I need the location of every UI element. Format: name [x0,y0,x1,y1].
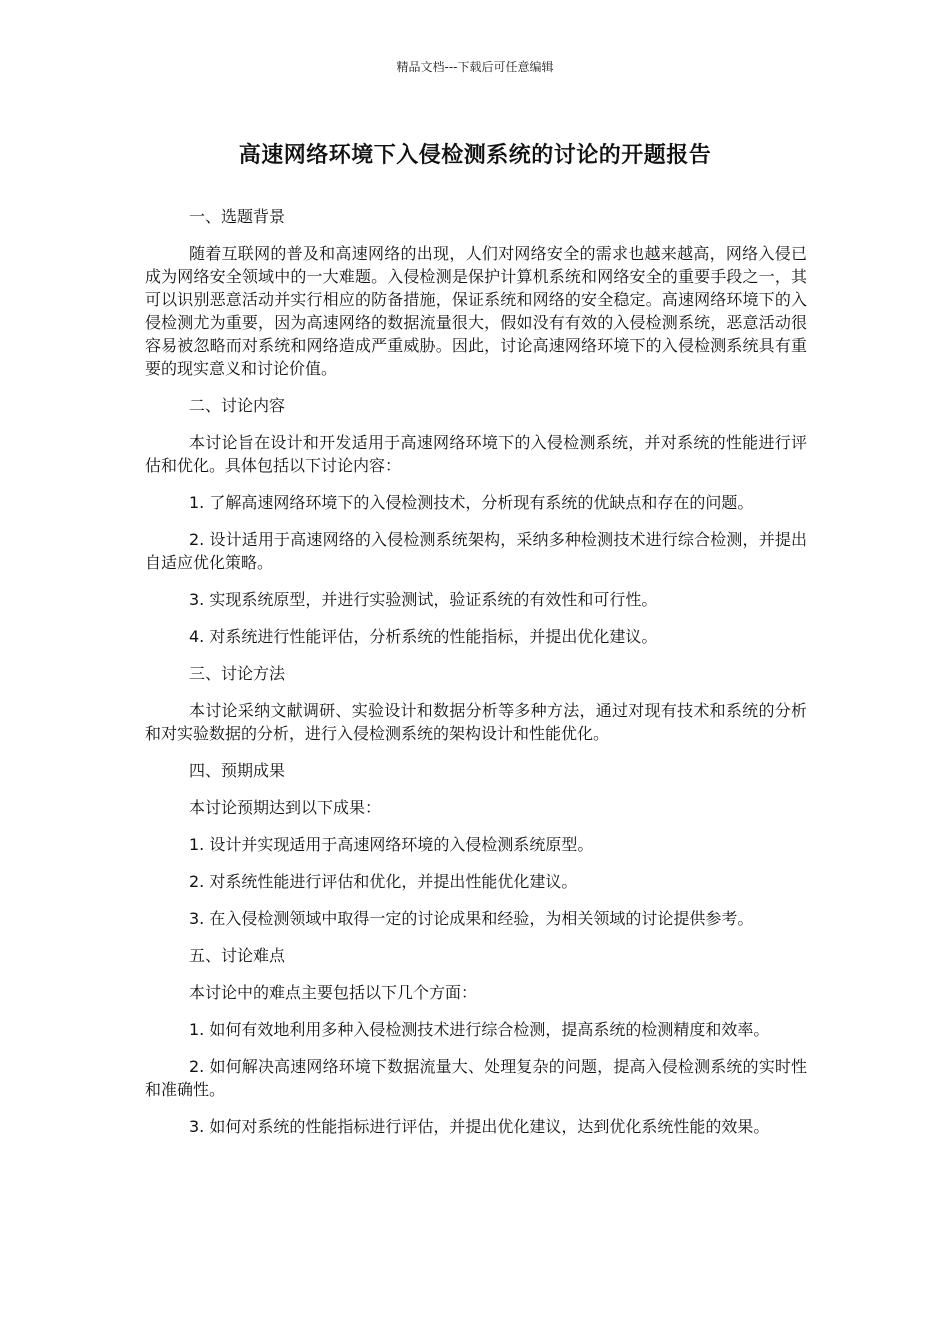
page-header: 精品文档---下载后可任意编辑 [396,60,554,74]
section-heading-content: 二、讨论内容 [189,396,286,415]
list-item: 3. 如何对系统的性能指标进行评估，并提出优化建议，达到优化系统性能的效果。 [189,1117,770,1136]
paragraph-method: 本讨论采纳文献调研、实验设计和数据分析等多种方法，通过对现有技术和系统的分析和对实验数据的分析，进行入侵检测系统的架构设计和性能优化。 [145,701,807,743]
document-title: 高速网络环境下入侵检测系统的讨论的开题报告 [238,143,712,168]
section-heading-results: 四、预期成果 [189,761,286,780]
list-item: 3. 在入侵检测领域中取得一定的讨论成果和经验，为相关领域的讨论提供参考。 [189,909,754,928]
list-item: 1. 了解高速网络环境下的入侵检测技术，分析现有系统的优缺点和存在的问题。 [189,493,754,512]
paragraph-results-intro: 本讨论预期达到以下成果： [189,798,382,817]
list-item: 1. 设计并实现适用于高速网络环境的入侵检测系统原型。 [189,835,594,854]
list-item: 4. 对系统进行性能评估，分析系统的性能指标，并提出优化建议。 [189,627,658,646]
list-item: 2. 设计适用于高速网络的入侵检测系统架构，采纳多种检测技术进行综合检测，并提出自适应优化策略。 [145,530,807,572]
list-item: 3. 实现系统原型，并进行实验测试，验证系统的有效性和可行性。 [189,590,658,609]
section-heading-background: 一、选题背景 [189,207,286,226]
paragraph-content-intro: 本讨论旨在设计和开发适用于高速网络环境下的入侵检测系统，并对系统的性能进行评估和优化。具体包括以下讨论内容： [145,433,807,475]
list-item: 2. 如何解决高速网络环境下数据流量大、处理复杂的问题，提高入侵检测系统的实时性和准确性。 [145,1057,807,1099]
list-item: 1. 如何有效地利用多种入侵检测技术进行综合检测，提高系统的检测精度和效率。 [189,1020,770,1039]
paragraph-difficulties-intro: 本讨论中的难点主要包括以下几个方面： [189,983,478,1002]
section-heading-method: 三、讨论方法 [189,664,286,683]
paragraph-background: 随着互联网的普及和高速网络的出现，人们对网络安全的需求也越来越高，网络入侵已成为网络安全领域中的一大难题。入侵检测是保护计算机系统和网络安全的重要手段之一，其可以识别恶意活动并实行相应的防备措施，保证系统和网络的安全稳定。高速网络环境下的入侵检测尤为重要，因为高速网络的数据流量很大，假如没有有效的入侵检测系统，恶意活动很容易被忽略而对系统和网络造成严重威胁。因此，讨论高速网络环境下的入侵检测系统具有重要的现实意义和讨论价值。 [145,244,807,378]
section-heading-difficulties: 五、讨论难点 [189,946,286,965]
document-body [145,205,807,1152]
list-item: 2. 对系统性能进行评估和优化，并提出性能优化建议。 [189,872,578,891]
